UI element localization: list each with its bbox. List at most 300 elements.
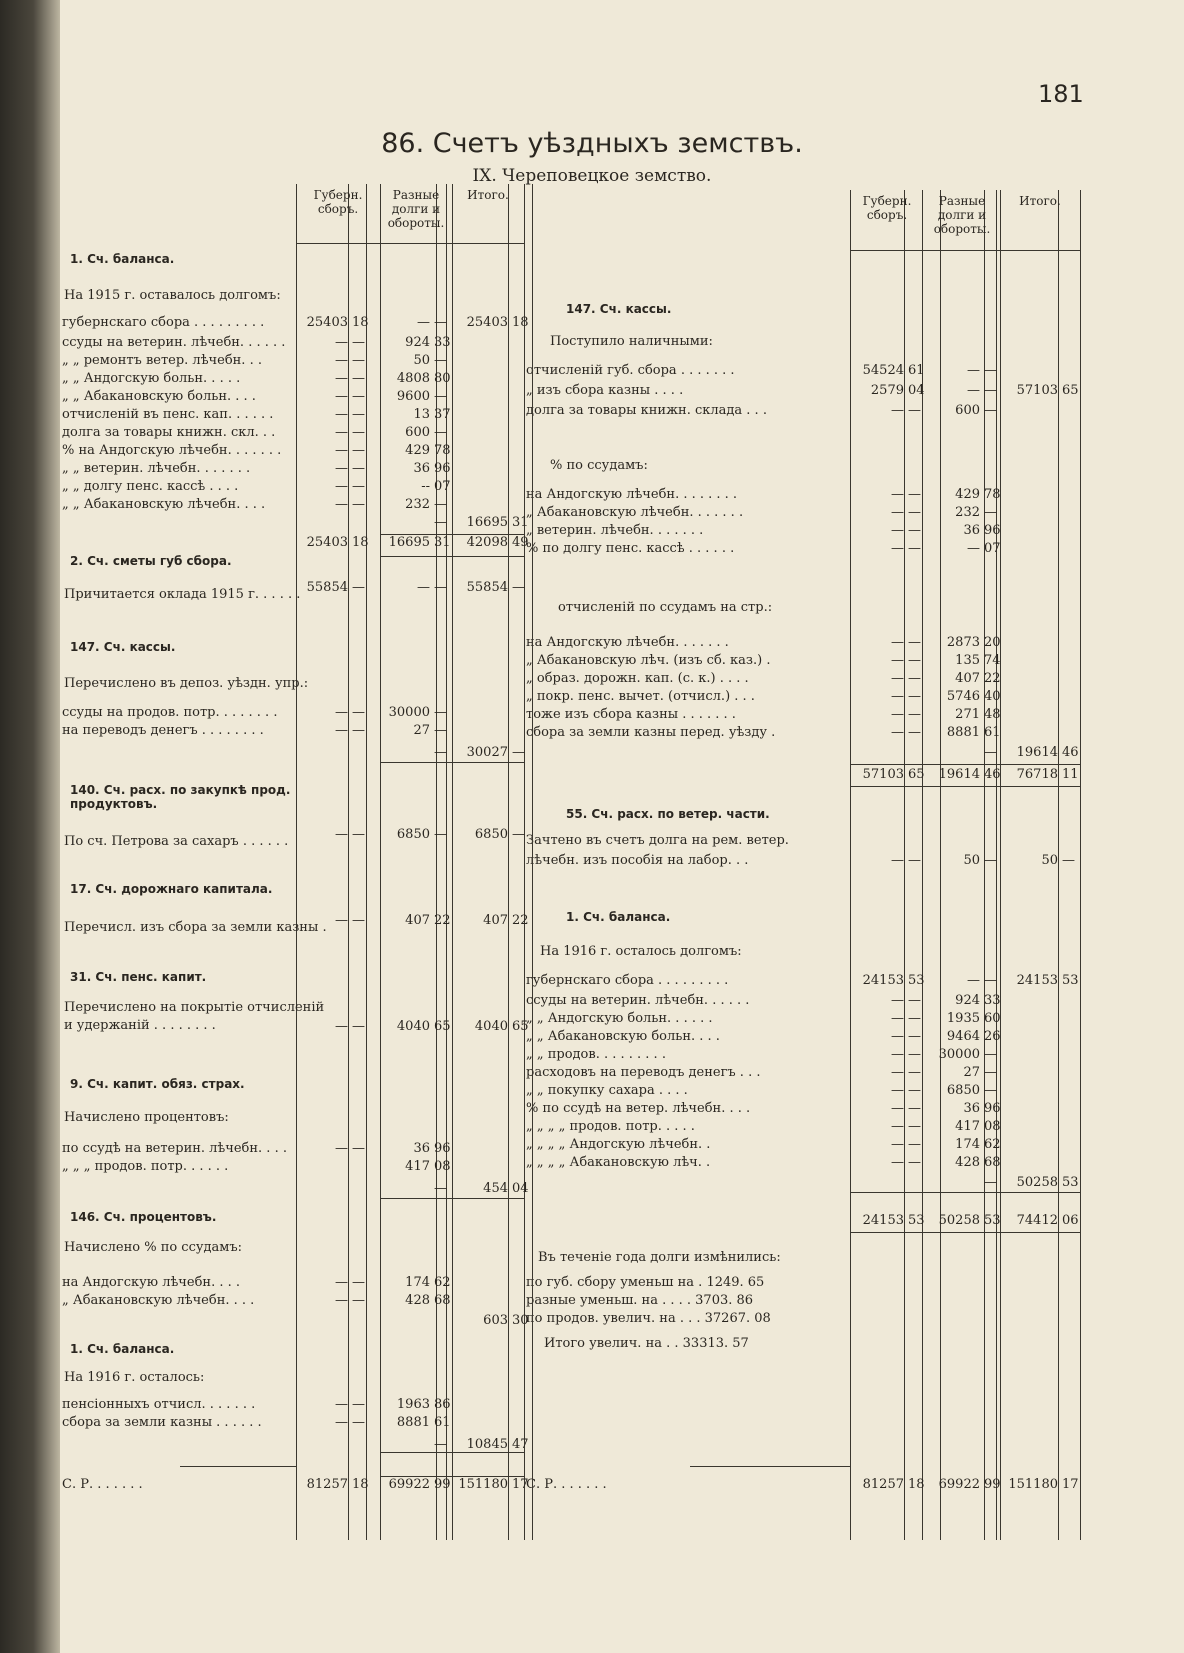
row-label: С. Р. . . . . . .	[62, 1477, 143, 1492]
cell-gk: —	[908, 725, 921, 740]
row-label: по ссудѣ на ветерин. лѣчебн. . . .	[62, 1141, 287, 1156]
cell-gk: —	[352, 705, 365, 720]
cell-rk: 99	[984, 1477, 1001, 1492]
cell-rk: 33	[984, 993, 1001, 1008]
row-label: % по долгу пенс. кассѣ . . . . . .	[526, 541, 735, 556]
cell-rk: —	[434, 353, 447, 368]
cell-gk: —	[352, 913, 365, 928]
cell-gr: —	[891, 1065, 904, 1080]
cell-gk: —	[352, 425, 365, 440]
cell-gr: 55854	[306, 580, 348, 595]
text-line: По сч. Петрова за сахаръ . . . . . .	[64, 834, 289, 849]
table-row	[0, 1475, 1184, 1495]
row-label: „ „ Абакановскую больн. . . .	[62, 389, 256, 404]
cell-ik: 31	[512, 515, 529, 530]
sum-rule	[180, 1466, 296, 1467]
cell-rr: 9600	[396, 389, 430, 404]
page-number: 181	[1038, 80, 1084, 108]
row-label: тоже изъ сбора казны . . . . . . .	[526, 707, 736, 722]
cell-gk: —	[352, 479, 365, 494]
cell-gk: —	[352, 827, 365, 842]
cell-rk: 62	[984, 1137, 1001, 1152]
cell-gr: 2579	[870, 383, 904, 398]
cell-gr: —	[335, 723, 348, 738]
cell-ik: 06	[1062, 1213, 1079, 1228]
text-line: Итого увелич. на . . 33313. 57	[544, 1336, 749, 1351]
row-label: „ „ „ „ Абакановскую лѣч. .	[526, 1155, 711, 1170]
row-label: „ „ „ продов. потр. . . . . .	[62, 1159, 229, 1174]
cell-rr: —	[967, 541, 980, 556]
cell-gr: 25403	[306, 535, 348, 550]
row-label: на Андогскую лѣчебн. . . .	[62, 1275, 241, 1290]
cell-rr: 30000	[938, 1047, 980, 1062]
table-row	[0, 1135, 1184, 1155]
cell-gr: —	[891, 1119, 904, 1134]
row-label: „ „ Абакановскую больн. . . .	[526, 1029, 720, 1044]
cell-ik: 53	[1062, 973, 1079, 988]
cell-rr: 8881	[396, 1415, 430, 1430]
row-label: „ „ „ „ Андогскую лѣчебн. .	[526, 1137, 711, 1152]
cell-gr: —	[335, 371, 348, 386]
cell-ir: 42098	[466, 535, 508, 550]
cell-gr: —	[335, 827, 348, 842]
cell-gk: 18	[352, 535, 369, 550]
cell-gk: —	[908, 853, 921, 868]
cell-gk: —	[908, 653, 921, 668]
cell-rr: 69922	[938, 1477, 980, 1492]
cell-rk: 37	[434, 407, 451, 422]
section-heading: 2. Сч. сметы губ сбора.	[70, 554, 232, 568]
cell-ir: 76718	[1016, 767, 1058, 782]
table-row	[0, 1309, 1184, 1329]
cell-gk: —	[908, 1101, 921, 1116]
cell-gr: 24153	[862, 973, 904, 988]
cell-rk: —	[984, 403, 997, 418]
cell-ir: 55854	[466, 580, 508, 595]
cell-ik: 17	[512, 1477, 529, 1492]
cell-gr: —	[891, 487, 904, 502]
cell-ik: 04	[512, 1181, 529, 1196]
cell-rk: 65	[434, 1019, 451, 1034]
cell-gr: —	[335, 479, 348, 494]
row-label: ссуды на ветерин. лѣчебн. . . . . .	[526, 993, 750, 1008]
cell-gr: —	[891, 725, 904, 740]
cell-rk: —	[434, 1437, 447, 1452]
row-label: „ „ покупку сахара . . . .	[526, 1083, 688, 1098]
cell-rk: —	[434, 497, 447, 512]
cell-rk: 96	[434, 461, 451, 476]
cell-rr: 407	[955, 671, 980, 686]
cell-rk: 96	[984, 1101, 1001, 1116]
table-row	[0, 651, 1184, 671]
section-heading: 146. Сч. процентовъ.	[70, 1210, 217, 1224]
cell-rr: 1963	[396, 1397, 430, 1412]
cell-ik: 65	[512, 1019, 529, 1034]
cell-gk: —	[908, 1011, 921, 1026]
cell-ik: 49	[512, 535, 529, 550]
cell-gk: —	[908, 505, 921, 520]
cell-rk: —	[434, 705, 447, 720]
cell-rk: —	[434, 425, 447, 440]
cell-gr: —	[891, 1029, 904, 1044]
cell-rk: 46	[984, 767, 1001, 782]
cell-ir: 16695	[466, 515, 508, 530]
cell-ik: 18	[512, 315, 529, 330]
row-label: „ „ продов. . . . . . . . .	[526, 1047, 666, 1062]
text-line: Перечислено на покрытіе отчисленій	[64, 1000, 325, 1015]
cell-gr: —	[891, 1011, 904, 1026]
cell-ik: 11	[1062, 767, 1079, 782]
cell-gr: —	[335, 1415, 348, 1430]
cell-gk: —	[352, 335, 365, 350]
table-row	[0, 521, 1184, 541]
cell-rk: 60	[984, 1011, 1001, 1026]
column-header-gub: Губерн. сборъ.	[313, 188, 363, 216]
cell-rk: 22	[984, 671, 1001, 686]
cell-gr: —	[891, 689, 904, 704]
cell-gk: —	[908, 1029, 921, 1044]
table-row	[0, 831, 1184, 851]
cell-ir: 30027	[466, 745, 508, 760]
cell-gk: —	[352, 580, 365, 595]
cell-rr: 428	[955, 1155, 980, 1170]
cell-gr: —	[335, 1397, 348, 1412]
cell-ir: 4040	[474, 1019, 508, 1034]
cell-gk: 18	[352, 1477, 369, 1492]
table-row	[0, 1435, 1184, 1455]
cell-gr: —	[891, 1101, 904, 1116]
cell-rr: 30000	[388, 705, 430, 720]
cell-gr: —	[891, 541, 904, 556]
cell-rk: —	[434, 315, 447, 330]
cell-rk: —	[434, 1181, 447, 1196]
cell-rk: —	[984, 1065, 997, 1080]
cell-rk: —	[434, 723, 447, 738]
cell-rk: 80	[434, 371, 451, 386]
cell-gr: —	[335, 461, 348, 476]
cell-gr: —	[891, 505, 904, 520]
cell-gk: —	[908, 487, 921, 502]
cell-ik: —	[1062, 853, 1075, 868]
cell-rr: 36	[413, 461, 430, 476]
cell-ik: 65	[1062, 383, 1079, 398]
table-row	[0, 539, 1184, 559]
row-label: на Андогскую лѣчебн. . . . . . .	[526, 635, 729, 650]
column-header-itogo: Итого.	[1019, 194, 1061, 208]
cell-ir: 50	[1041, 853, 1058, 868]
cell-rk: —	[984, 853, 997, 868]
cell-rr: 600	[955, 403, 980, 418]
cell-rk: 07	[984, 541, 1001, 556]
cell-rr: 1935	[946, 1011, 980, 1026]
section-heading: 1. Сч. баланса.	[566, 910, 671, 924]
cell-rk: 22	[434, 913, 451, 928]
table-row	[0, 1291, 1184, 1311]
cell-rr: 428	[405, 1293, 430, 1308]
cell-gk: —	[908, 1119, 921, 1134]
table-row	[0, 401, 1184, 421]
cell-gr: —	[891, 653, 904, 668]
text-line: Въ теченіе года долги измѣнились:	[538, 1250, 781, 1265]
cell-rk: —	[434, 389, 447, 404]
total-rule	[850, 786, 1080, 787]
cell-gr: 24153	[862, 1213, 904, 1228]
cell-rk: 61	[434, 1415, 451, 1430]
cell-rk: 07	[434, 479, 451, 494]
cell-gk: —	[352, 371, 365, 386]
section-heading: 147. Сч. кассы.	[566, 302, 672, 316]
text-line: На 1916 г. осталось:	[64, 1370, 205, 1385]
text-line: На 1916 г. осталось долгомъ:	[540, 944, 742, 959]
table-row	[0, 851, 1184, 871]
table-row	[0, 633, 1184, 653]
table-row	[0, 423, 1184, 443]
cell-rk: 26	[984, 1029, 1001, 1044]
cell-gk: —	[908, 1083, 921, 1098]
cell-rk: —	[984, 973, 997, 988]
cell-rr: 232	[955, 505, 980, 520]
page-title: 86. Счетъ уѣздныхъ земствъ.	[381, 128, 803, 159]
section-heading: 9. Сч. капит. обяз. страх.	[70, 1077, 245, 1091]
cell-gr: —	[335, 1019, 348, 1034]
section-heading: 140. Сч. расх. по закупкѣ прод. продуктовъ.	[70, 783, 291, 811]
text-line: отчисленій по ссудамъ на стр.:	[558, 600, 773, 615]
cell-gr: —	[891, 523, 904, 538]
cell-ik: —	[512, 827, 525, 842]
cell-rr: 16695	[388, 535, 430, 550]
cell-gk: —	[352, 1141, 365, 1156]
cell-gk: —	[352, 443, 365, 458]
section-heading: 1. Сч. баланса.	[70, 1342, 175, 1356]
cell-rk: 40	[984, 689, 1001, 704]
cell-rr: 69922	[388, 1477, 430, 1492]
cell-gk: —	[352, 723, 365, 738]
cell-rk: 62	[434, 1275, 451, 1290]
cell-gk: —	[352, 407, 365, 422]
cell-gk: 61	[908, 363, 925, 378]
cell-rk: —	[984, 505, 997, 520]
cell-rr: 5746	[946, 689, 980, 704]
row-label: „ Абакановскую лѣч. (изъ сб. каз.) .	[526, 653, 771, 668]
cell-rr: 174	[405, 1275, 430, 1290]
row-label: % по ссудѣ на ветер. лѣчебн. . . .	[526, 1101, 751, 1116]
cell-rr: —	[967, 363, 980, 378]
table-row	[0, 687, 1184, 707]
cell-ik: 30	[512, 1313, 529, 1328]
cell-gr: —	[335, 443, 348, 458]
cell-rk: 68	[434, 1293, 451, 1308]
row-label: отчисленій губ. сбора . . . . . . .	[526, 363, 735, 378]
row-label: „ ветерин. лѣчебн. . . . . . .	[526, 523, 704, 538]
cell-gr: —	[335, 407, 348, 422]
cell-rk: —	[984, 1083, 997, 1098]
cell-gk: —	[352, 1397, 365, 1412]
table-row	[0, 991, 1184, 1011]
cell-rr: 27	[413, 723, 430, 738]
row-label: Зачтено въ счетъ долга на рем. ветер.	[526, 833, 789, 848]
section-heading: 55. Сч. расх. по ветер. части.	[566, 807, 770, 821]
cell-ir: 74412	[1016, 1213, 1058, 1228]
cell-rr: 429	[955, 487, 980, 502]
cell-rk: 33	[434, 335, 451, 350]
row-label: „ „ ремонтъ ветер. лѣчебн. . .	[62, 353, 262, 368]
cell-gr: 25403	[306, 315, 348, 330]
cell-gk: 18	[908, 1477, 925, 1492]
table-row	[0, 1027, 1184, 1047]
cell-gk: —	[908, 523, 921, 538]
total-rule	[850, 1192, 1080, 1193]
cell-gr: —	[335, 389, 348, 404]
table-row	[0, 485, 1184, 505]
cell-rr: 417	[405, 1159, 430, 1174]
cell-gk: —	[908, 671, 921, 686]
cell-rr: 4040	[396, 1019, 430, 1034]
cell-rr: —	[967, 973, 980, 988]
cell-rr: 50	[413, 353, 430, 368]
row-label: по губ. сбору уменьш на . 1249. 65	[526, 1275, 765, 1290]
cell-rk: 99	[434, 1477, 451, 1492]
cell-rr: 174	[955, 1137, 980, 1152]
row-label: „ „ „ „ продов. потр. . . . .	[526, 1119, 695, 1134]
row-label: „ образ. дорожн. кап. (с. к.) . . . .	[526, 671, 749, 686]
cell-gr: —	[335, 1293, 348, 1308]
row-label: „ „ ветерин. лѣчебн. . . . . . .	[62, 461, 251, 476]
cell-gr: —	[891, 993, 904, 1008]
header-rule	[850, 250, 1080, 251]
cell-gk: —	[908, 689, 921, 704]
cell-gk: 53	[908, 1213, 925, 1228]
cell-gk: —	[352, 1019, 365, 1034]
cell-gk: 04	[908, 383, 925, 398]
cell-rr: 135	[955, 653, 980, 668]
cell-rk: 96	[434, 1141, 451, 1156]
cell-rr: 271	[955, 707, 980, 722]
cell-gk: 18	[352, 315, 369, 330]
row-label: на переводъ денегъ . . . . . . . .	[62, 723, 264, 738]
table-row	[0, 1211, 1184, 1231]
cell-rk: 74	[984, 653, 1001, 668]
text-line: На 1915 г. оставалось долгомъ:	[64, 288, 281, 303]
cell-rk: 96	[984, 523, 1001, 538]
text-line: % по ссудамъ:	[550, 458, 648, 473]
cell-ir: 50258	[1016, 1175, 1058, 1190]
text-line: Причитается оклада 1915 г. . . . . .	[64, 587, 301, 602]
cell-rk: —	[434, 827, 447, 842]
cell-gk: 53	[908, 973, 925, 988]
cell-gr: —	[891, 707, 904, 722]
cell-rr: 36	[963, 523, 980, 538]
table-row	[0, 705, 1184, 725]
cell-ir: 19614	[1016, 745, 1058, 760]
text-line: Поступило наличными:	[550, 334, 713, 349]
cell-gr: —	[891, 1047, 904, 1062]
cell-gr: —	[891, 1083, 904, 1098]
row-label: отчисленій въ пенс. кап. . . . . .	[62, 407, 274, 422]
cell-rk: —	[984, 745, 997, 760]
text-line: Начислено % по ссудамъ:	[64, 1240, 243, 1255]
cell-rk: 61	[984, 725, 1001, 740]
column-header-itogo: Итого.	[467, 188, 509, 202]
table-row	[0, 669, 1184, 689]
table-row	[0, 381, 1184, 401]
cell-ir: 603	[483, 1313, 508, 1328]
cell-rr: 13	[413, 407, 430, 422]
sum-rule	[690, 1466, 850, 1467]
section-heading: 31. Сч. пенс. капит.	[70, 970, 207, 984]
cell-rk: —	[984, 383, 997, 398]
cell-gr: —	[335, 1275, 348, 1290]
cell-gr: 81257	[306, 1477, 348, 1492]
cell-ir: 57103	[1016, 383, 1058, 398]
table-row	[0, 765, 1184, 785]
cell-gr: —	[335, 1141, 348, 1156]
table-row	[0, 1081, 1184, 1101]
cell-rk: —	[434, 580, 447, 595]
row-label: % на Андогскую лѣчебн. . . . . . .	[62, 443, 282, 458]
row-label: губернскаго сбора . . . . . . . . .	[526, 973, 729, 988]
cell-rr: 232	[405, 497, 430, 512]
cell-rr: 36	[963, 1101, 980, 1116]
cell-rk: 78	[434, 443, 451, 458]
cell-rr: 9464	[946, 1029, 980, 1044]
cell-ir: 407	[483, 913, 508, 928]
page-divider	[532, 184, 533, 1540]
cell-gr: —	[335, 913, 348, 928]
row-label: „ Абакановскую лѣчебн. . . . . . .	[526, 505, 744, 520]
cell-gk: —	[908, 541, 921, 556]
cell-gr: 81257	[862, 1477, 904, 1492]
row-label: разные уменьш. на . . . . 3703. 86	[526, 1293, 754, 1308]
cell-rr: 27	[963, 1065, 980, 1080]
page-subtitle: IX. Череповецкое земство.	[472, 166, 712, 186]
cell-gr: —	[335, 335, 348, 350]
cell-rr: —	[417, 315, 430, 330]
cell-rk: 68	[984, 1155, 1001, 1170]
cell-rr: —	[967, 383, 980, 398]
row-label: губернскаго сбора . . . . . . . . .	[62, 315, 265, 330]
row-label: „ изъ сбора казны . . . .	[526, 383, 684, 398]
cell-rk: 08	[984, 1119, 1001, 1134]
cell-ir: 24153	[1016, 973, 1058, 988]
cell-gr: —	[891, 1137, 904, 1152]
table-row	[0, 578, 1184, 598]
table-row	[0, 313, 1184, 333]
cell-rr: 6850	[946, 1083, 980, 1098]
cell-gk: —	[908, 1065, 921, 1080]
row-label: долга за товары книжн. склада . . .	[526, 403, 767, 418]
row-label: долга за товары книжн. скл. . .	[62, 425, 276, 440]
cell-rk: 20	[984, 635, 1001, 650]
cell-gk: —	[908, 1137, 921, 1152]
row-label: лѣчебн. изъ пособія на лабор. . .	[526, 853, 749, 868]
cell-gr: —	[335, 425, 348, 440]
cell-gk: —	[352, 389, 365, 404]
cell-gk: —	[908, 1047, 921, 1062]
cell-ir: 6850	[474, 827, 508, 842]
cell-rr: 19614	[938, 767, 980, 782]
table-row	[0, 1395, 1184, 1415]
cell-gk: —	[352, 1293, 365, 1308]
column-header-raz: Разные долги и обороты.	[933, 194, 991, 236]
cell-rr: 924	[405, 335, 430, 350]
text-line: и удержаній . . . . . . . .	[64, 1018, 216, 1033]
cell-gk: —	[908, 403, 921, 418]
row-label: С. Р. . . . . . .	[526, 1477, 607, 1492]
cell-ik: 22	[512, 913, 529, 928]
cell-rr: 36	[413, 1141, 430, 1156]
cell-ir: 151180	[458, 1477, 508, 1492]
cell-ir: 25403	[466, 315, 508, 330]
